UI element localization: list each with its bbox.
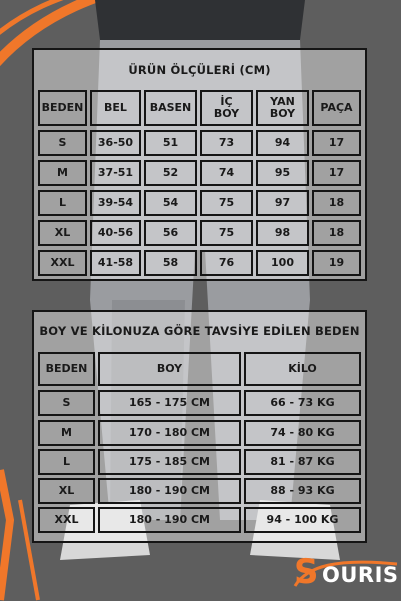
table-cell: 97 [256,190,309,216]
table-cell: XXL [38,507,95,533]
header-cell: PAÇA [312,90,361,126]
table-cell: 170 - 180 CM [98,420,241,446]
header-cell: BASEN [144,90,197,126]
table-cell: L [38,449,95,475]
table-cell: S [38,390,95,416]
table-cell: 17 [312,130,361,156]
header-cell: YAN BOY [256,90,309,126]
table-cell: 18 [312,220,361,246]
table-cell: 81 - 87 KG [244,449,361,475]
table-cell: 180 - 190 CM [98,478,241,504]
table-cell: 75 [200,220,253,246]
table-cell: 98 [256,220,309,246]
table-cell: 74 [200,160,253,186]
table-cell: 58 [144,250,197,276]
table-cell: 17 [312,160,361,186]
table-cell: L [38,190,87,216]
table-cell: 18 [312,190,361,216]
table-title: BOY VE KİLONUZA GÖRE TAVSİYE EDİLEN BEDEN [39,324,360,338]
table-cell: 52 [144,160,197,186]
table-title: ÜRÜN ÖLÇÜLERİ (CM) [128,63,271,77]
table-cell: 180 - 190 CM [98,507,241,533]
table-cell: 66 - 73 KG [244,390,361,416]
table-cell: 40-56 [90,220,141,246]
table-cell: 56 [144,220,197,246]
table-cell: 95 [256,160,309,186]
table-cell: 175 - 185 CM [98,449,241,475]
table-cell: 39-54 [90,190,141,216]
header-cell: BEL [90,90,141,126]
brand-logo-text: OURIS [322,563,399,587]
table-cell: 37-51 [90,160,141,186]
table-cell: M [38,160,87,186]
header-cell: BOY [98,352,241,386]
table-cell: 36-50 [90,130,141,156]
brand-logo-initial: S [294,552,319,592]
table-cell: 19 [312,250,361,276]
table-cell: XL [38,220,87,246]
table-cell: 54 [144,190,197,216]
table-cell: 94 - 100 KG [244,507,361,533]
header-cell: BEDEN [38,90,87,126]
table-cell: M [38,420,95,446]
table-cell: 74 - 80 KG [244,420,361,446]
table-cell: 73 [200,130,253,156]
table-cell: 75 [200,190,253,216]
table-cell: 100 [256,250,309,276]
table-cell: 94 [256,130,309,156]
size-recommendation-table [32,310,367,543]
table-cell: 88 - 93 KG [244,478,361,504]
table-cell: 165 - 175 CM [98,390,241,416]
table-cell: XL [38,478,95,504]
header-cell: İÇ BOY [200,90,253,126]
table-cell: 51 [144,130,197,156]
table-cell: S [38,130,87,156]
table-cell: 41-58 [90,250,141,276]
header-cell: BEDEN [38,352,95,386]
product-measurements-table [32,48,367,281]
table-cell: XXL [38,250,87,276]
table-cell: 76 [200,250,253,276]
header-cell: KİLO [244,352,361,386]
